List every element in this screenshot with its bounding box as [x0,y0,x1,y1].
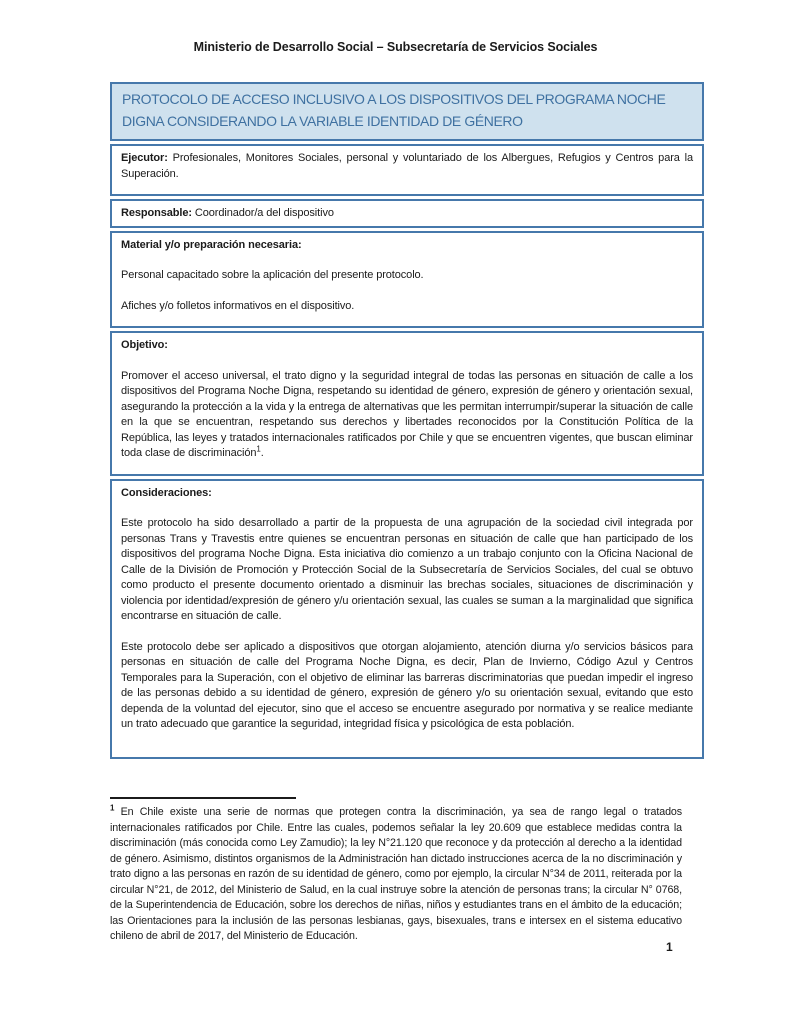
protocol-title: PROTOCOLO DE ACCESO INCLUSIVO A LOS DISPOSITIVOS DEL PROGRAMA NOCHE DIGNA CONSIDERANDO LA VARIABLE IDENTIDAD DE GÉNERO [122,91,666,129]
protocol-title-cell [110,82,704,141]
responsable-cell [110,199,704,228]
ejecutor-line [121,151,693,182]
consideraciones-paragraph: Este protocolo ha sido desarrollado a partir de la propuesta de una agrupación de la sociedad civil integrada por personas Trans y Travestis entre quienes se encuentran personas en situación de calle que han participado de los dispositivos del programa Noche Digna. Esta iniciativa dio comienzo a un trabajo conjunto con la Oficina Nacional de Calle de la División de Promoción y Protección Social de la Subsecretaría de Servicios Sociales, del cual se obtuvo como producto el presente documento orientado a disminuir las brechas sociales, situaciones de discriminación y violencia por identidad/expresión de género y/u orientación sexual, las cuales se suman a la marginalidad que significa encontrarse en situación de calle. [121,517,693,622]
ejecutor-cell [110,144,704,196]
protocol-table [110,82,704,762]
material-paragraph: Personal capacitado sobre la aplicación del presente protocolo. [121,269,424,281]
objetivo-text: Promover el acceso universal, el trato digno y la seguridad integral de todas las personas en situación de calle a los dispositivos del Programa Noche Digna, respetando su identidad de género, expresión de género y orientación sexual, asegurando la protección a la vida y la entrega de alternativas que les permitan interrumpir/superar la situación de calle en la que se encuentran, respetando sus derechos y libertades reconocidos por la Constitución Política de la República, las leyes y tratados internacionales ratificados por Chile y que se encuentren vigentes, que buscan eliminar toda clase de discriminación [121,369,693,459]
responsable-line [121,206,693,222]
consideraciones-paragraph: Este protocolo debe ser aplicado a dispositivos que otorgan alojamiento, atención diurna y/o servicios básicos para personas en situación de calle del Programa Noche Digna, es decir, Plan de Invierno, Código Azul y Centros Temporales para la Superación, con el objetivo de eliminar las barreras discriminatorias que puedan impedir el ingreso de las personas debido a su identidad de género, expresión de género y/o su orientación sexual, evitando que esto dependa de la voluntad del ejecutor, sino que el acceso se encuentre asegurado por normativa y se realice mediante un trato adecuado que garantice la seguridad, integridad física y psicológica de esta población. [121,640,693,730]
document-header [0,40,791,54]
responsable-label: Responsable: [121,207,192,219]
objetivo-paragraph [121,369,693,462]
material-paragraph: Afiches y/o folletos informativos en el dispositivo. [121,299,355,312]
ejecutor-label: Ejecutor: [121,152,168,164]
footnote-marker: 1 [110,803,115,813]
page-number: 1 [666,940,673,954]
objetivo-heading: Objetivo: [121,339,168,351]
footnote-text: En Chile existe una serie de normas que protegen contra la discriminación, ya sea de rango legal o tratados internacionales ratificados por Chile. Entre las cuales, podemos señalar la ley 20.609 que establece medidas contra la discriminación (más conocida como Ley Zamudio); la ley N°21.120 que reconoce y da protección al derecho a la identidad de género. Asimismo, distintos organismos de la Administración han dictado instrucciones acerca de la no discriminación y trato digno a las personas en razón de su identidad de género, como por ejemplo, la circular N°34 de 2011, reiterada por la circular N°21, de 2012, del Ministerio de Salud, en la cual instruye sobre la atención de personas trans; la circular N° 0768, de la Superintendencia de Educación, sobre los derechos de niñas, niños y estudiantes trans en el ámbito de la educación; las Orientaciones para la inclusión de las personas lesbianas, gays, bisexuales, trans e intersex en el sistema educativo chileno de abril de 2017, del Ministerio de Educación. [110,806,682,942]
material-cell [110,231,704,329]
footnote-separator [110,797,296,799]
ejecutor-text: Profesionales, Monitores Sociales, personal y voluntariado de los Albergues, Refugios y Centros para la Superación. [121,152,693,180]
responsable-text: Coordinador/a del dispositivo [194,207,334,219]
footnote [110,805,682,945]
header-title: Ministerio de Desarrollo Social – Subsecretaría de Servicios Sociales [193,40,598,54]
objetivo-cell [110,331,704,476]
consideraciones-heading: Consideraciones: [121,486,212,499]
objetivo-text-end: . [260,447,264,459]
material-heading: Material y/o preparación necesaria: [121,238,302,251]
footnote-ref: 1 [256,444,261,454]
consideraciones-cell [110,479,704,759]
